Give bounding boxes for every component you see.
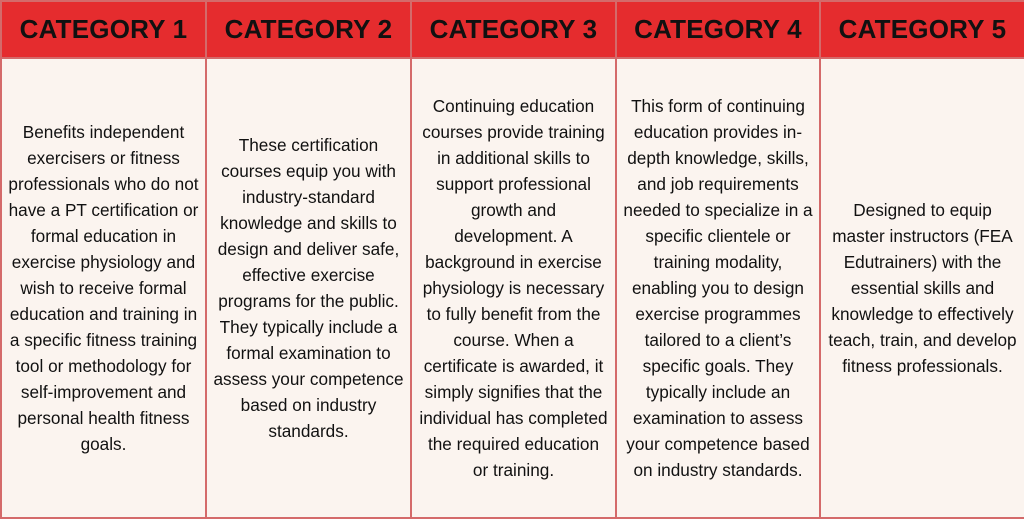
- table-body: [1, 58, 1024, 518]
- header-category-1: CATEGORY 1: [1, 1, 206, 58]
- table-header: [1, 1, 1024, 58]
- header-category-2: CATEGORY 2: [206, 1, 411, 58]
- header-row: [1, 1, 1024, 58]
- description-category-2: These certification courses equip you with industry-standard knowledge and skills to design and deliver safe, effective exercise programs for the public. They typically include a formal examination to assess your competence based on industry standards.: [206, 58, 411, 518]
- description-category-4: This form of continuing education provides in-depth knowledge, skills, and job requirements needed to specialize in a specific clientele or training modality, enabling you to design exercise programmes tailored to a client’s specific goals. They typically include an examination to assess your competence based on industry standards.: [616, 58, 820, 518]
- header-category-4: CATEGORY 4: [616, 1, 820, 58]
- table-row: [1, 58, 1024, 518]
- description-category-1: Benefits independent exercisers or fitness professionals who do not have a PT certification or formal education in exercise physiology and wish to receive formal education and training in a specific fitness training tool or methodology for self-improvement and personal health fitness goals.: [1, 58, 206, 518]
- description-category-3: Continuing education courses provide training in additional skills to support professional growth and development. A background in exercise physiology is necessary to fully benefit from the course. When a certificate is awarded, it simply signifies that the individual has completed the required education or training.: [411, 58, 616, 518]
- header-category-5: CATEGORY 5: [820, 1, 1024, 58]
- description-category-5: Designed to equip master instructors (FEA Edutrainers) with the essential skills and knowledge to effectively teach, train, and develop fitness professionals.: [820, 58, 1024, 518]
- header-category-3: CATEGORY 3: [411, 1, 616, 58]
